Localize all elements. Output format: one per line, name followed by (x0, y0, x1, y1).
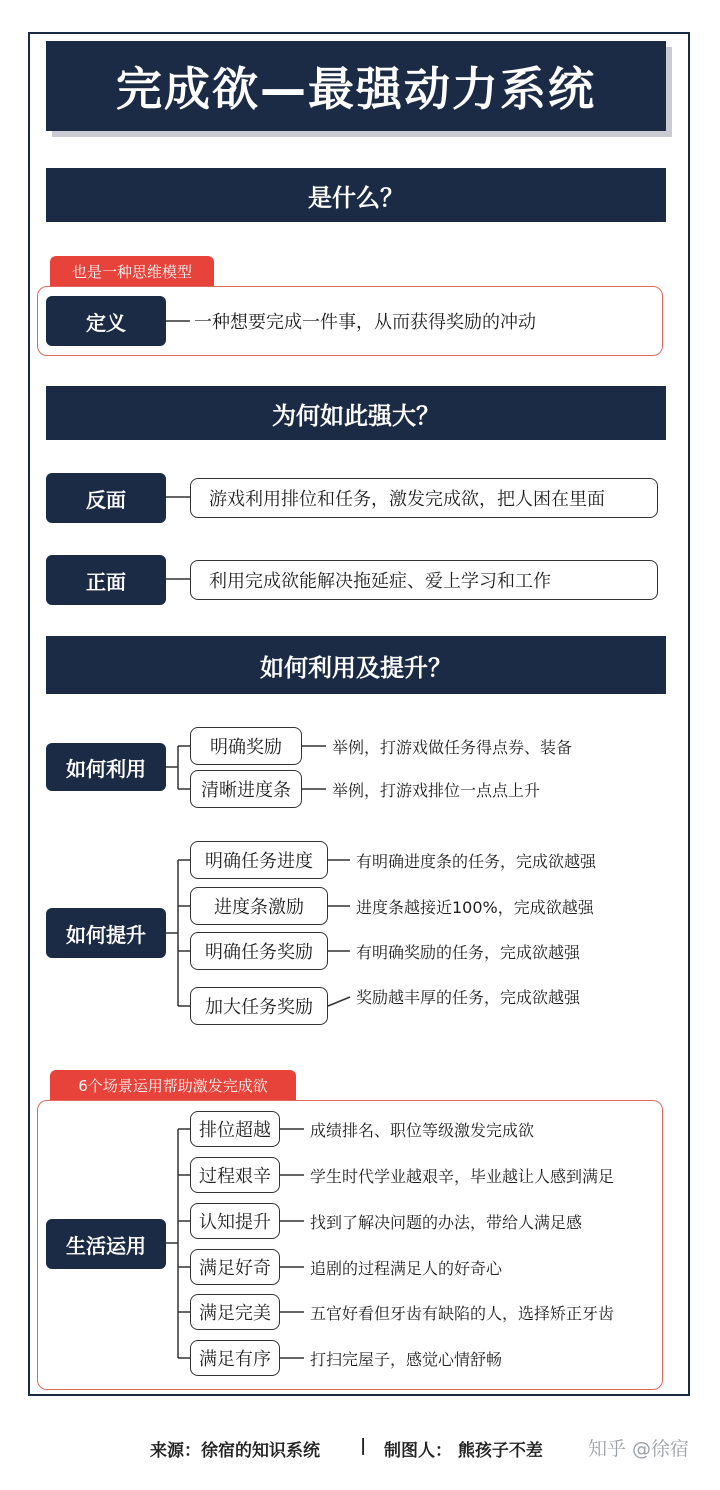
improve-item-text: 有明确奖励的任务，完成欲越强 (356, 942, 581, 962)
life-item-text: 五官好看但牙齿有缺陷的人，选择矫正牙齿 (310, 1303, 615, 1323)
section-what-heading: 是什么？ (46, 168, 666, 222)
life-item-label: 过程艰辛 (190, 1157, 280, 1193)
life-item-text: 找到了解决问题的办法，带给人满足感 (310, 1212, 583, 1232)
improve-item-label: 明确任务奖励 (190, 932, 328, 970)
footer (0, 1428, 720, 1468)
life-item-label: 满足完美 (190, 1294, 280, 1330)
use-item-text: 举例，打游戏做任务得点券、装备 (332, 737, 573, 757)
footer-separator: | (360, 1436, 367, 1456)
life-tag: 6个场景运用帮助激发完成欲 (50, 1070, 296, 1100)
improve-item-text: 进度条越接近100%，完成欲越强 (356, 897, 594, 917)
definition-label: 定义 (46, 296, 166, 346)
improve-item-label: 加大任务奖励 (190, 987, 328, 1025)
footer-source: 来源：徐宿的知识系统 (150, 1441, 320, 1461)
how-use-label: 如何利用 (46, 743, 166, 791)
improve-item-text: 奖励越丰厚的任务，完成欲越强 (356, 987, 581, 1007)
improve-item-label: 进度条激励 (190, 887, 328, 925)
section-how-heading: 如何利用及提升？ (46, 636, 666, 694)
what-tag: 也是一种思维模型 (50, 256, 214, 286)
use-item-label: 明确奖励 (190, 727, 302, 765)
positive-label: 正面 (46, 555, 166, 605)
life-item-label: 满足有序 (190, 1340, 280, 1376)
how-improve-label: 如何提升 (46, 908, 166, 958)
positive-text: 利用完成欲能解决拖延症、爱上学习和工作 (190, 560, 658, 600)
definition-text: 一种想要完成一件事，从而获得奖励的冲动 (194, 312, 536, 333)
negative-label: 反面 (46, 473, 166, 523)
life-item-label: 认知提升 (190, 1203, 280, 1239)
improve-item-text: 有明确进度条的任务，完成欲越强 (356, 851, 597, 871)
negative-text: 游戏利用排位和任务，激发完成欲，把人困在里面 (190, 478, 658, 518)
life-item-text: 学生时代学业越艰辛，毕业越让人感到满足 (310, 1166, 615, 1186)
life-label: 生活运用 (46, 1219, 166, 1269)
life-item-text: 打扫完屋子，感觉心情舒畅 (310, 1349, 503, 1369)
footer-maker: 制图人： 熊孩子不差 (384, 1441, 543, 1461)
section-why-heading: 为何如此强大？ (46, 386, 666, 440)
life-item-label: 满足好奇 (190, 1249, 280, 1285)
watermark: 知乎 @徐宿 (588, 1438, 690, 1460)
use-item-text: 举例，打游戏排位一点点上升 (332, 780, 541, 800)
use-item-label: 清晰进度条 (190, 770, 302, 808)
page-title: 完成欲—最强动力系统 (46, 41, 666, 131)
life-item-text: 成绩排名、职位等级激发完成欲 (310, 1120, 535, 1140)
improve-item-label: 明确任务进度 (190, 841, 328, 879)
life-item-label: 排位超越 (190, 1111, 280, 1147)
life-item-text: 追剧的过程满足人的好奇心 (310, 1258, 503, 1278)
